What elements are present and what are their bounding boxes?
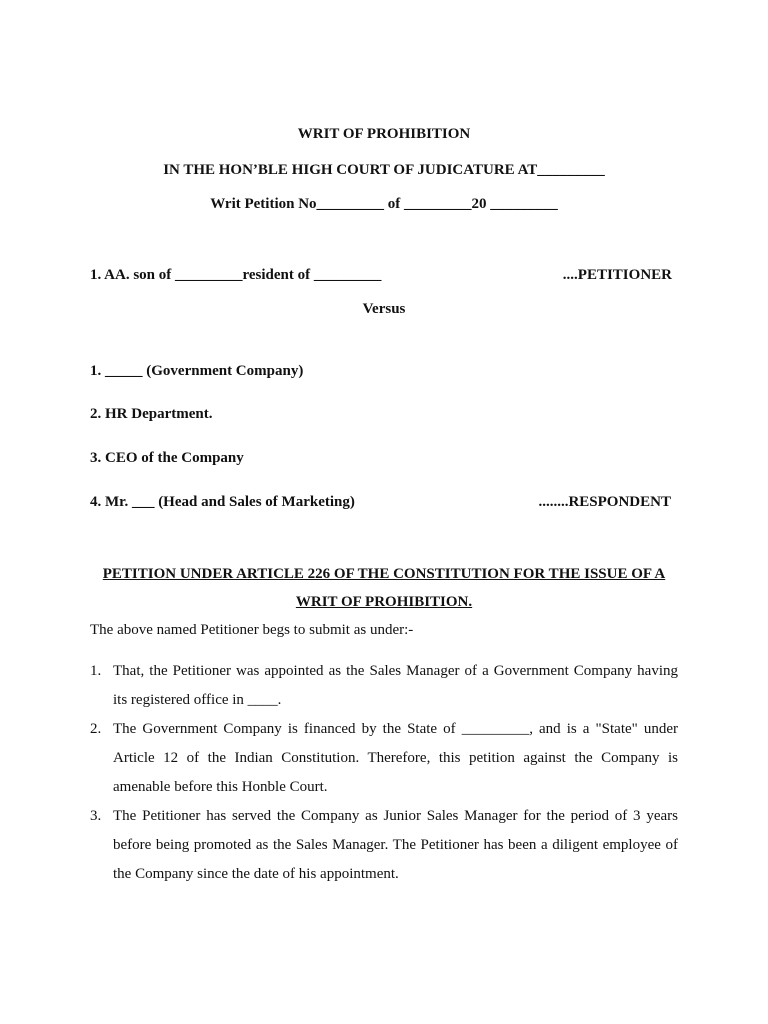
item-number: 2.: [90, 721, 102, 737]
document-title: WRIT OF PROHIBITION: [297, 126, 471, 142]
item-text: That, the Petitioner was appointed as the Sales Manager of a Government Company having its registered office in ____.: [113, 663, 678, 708]
petition-intro: The above named Petitioner begs to submit as under:-: [90, 622, 414, 638]
petition-number: Writ Petition No_________ of _________20 _________: [210, 196, 558, 212]
petitioner-line: 1. AA. son of _________resident of _________: [90, 267, 382, 283]
petition-heading-line2: WRIT OF PROHIBITION.: [295, 594, 473, 610]
petition-heading-line1: PETITION UNDER ARTICLE 226 OF THE CONSTITUTION FOR THE ISSUE OF A: [102, 566, 666, 582]
versus-label: Versus: [362, 301, 406, 317]
item-text: The Petitioner has served the Company as Junior Sales Manager for the period of 3 years before being promoted as the Sales Manager. The Petitioner has been a diligent employee of the Company since the date of his appointment.: [113, 808, 678, 882]
respondent-label: ........RESPONDENT: [538, 494, 671, 510]
respondent-4: 4. Mr. ___ (Head and Sales of Marketing): [90, 494, 355, 510]
item-number: 3.: [90, 808, 102, 824]
item-number: 1.: [90, 663, 102, 679]
petitioner-label: ....PETITIONER: [562, 267, 672, 283]
respondent-2: 2. HR Department.: [90, 406, 213, 422]
item-text: The Government Company is financed by the State of _________, and is a "State" under Article 12 of the Indian Constitution. Therefore, this petition against the Company is amenable before this Honble Court.: [113, 721, 678, 795]
respondent-3: 3. CEO of the Company: [90, 450, 244, 466]
court-name: IN THE HON’BLE HIGH COURT OF JUDICATURE AT_________: [163, 162, 605, 178]
respondent-1: 1. _____ (Government Company): [90, 363, 304, 379]
